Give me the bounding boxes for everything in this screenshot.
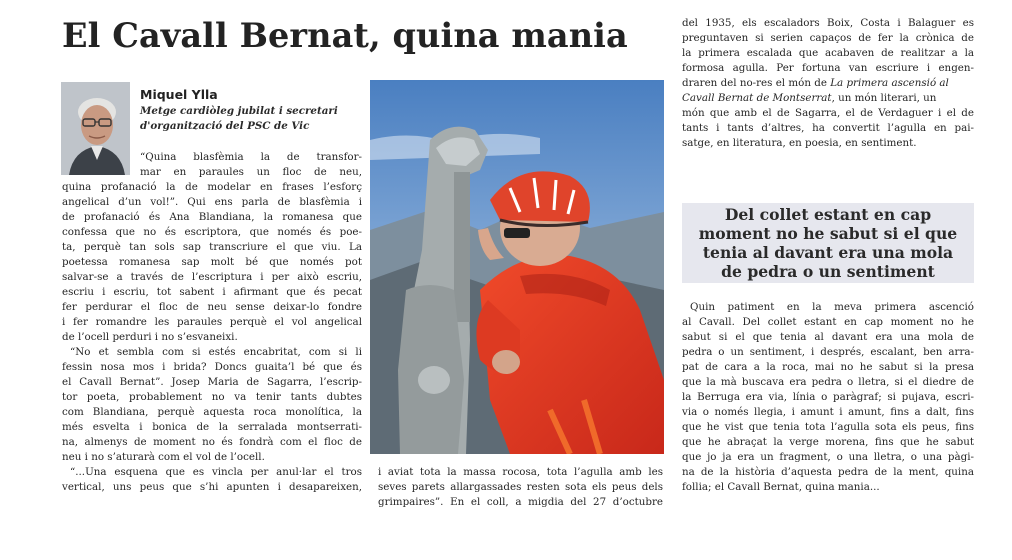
- book-title: La primera ascensió al: [830, 77, 949, 89]
- pull-quote: [682, 203, 974, 283]
- book-title: Cavall Bernat de Montserrat: [682, 92, 832, 104]
- text-line: fessin nosa mos i brida? Doncs guaita’l bé que és: [62, 361, 362, 373]
- pull-quote-line: tenia al davant era una mola: [702, 243, 954, 262]
- text-line: grimpaires”. En el coll, a migdia del 27 d’octubre: [378, 496, 663, 508]
- pull-quote-line: moment no he sabut si el que: [698, 224, 958, 243]
- text-line: al Cavall. Del collet estant en cap moment no he: [682, 316, 974, 328]
- text-line: tor poeta, probablement no va tenir tants dubtes: [62, 391, 362, 403]
- text-line: escriu i escriu, tot sabent i afirmant que és pecat: [62, 286, 362, 298]
- text-line: pat de cara a la roca, mai no he sabut si la presa: [682, 361, 974, 373]
- climber-photo: [370, 80, 664, 454]
- text-line: més esvelta i bonica de la serralada montserrati-: [62, 421, 362, 433]
- text-line: na, almenys de moment no és fondrà com el floc de: [62, 436, 362, 448]
- text-line: ta, perquè tan sols sap transcriure el que viu. La: [62, 241, 362, 253]
- text-line: satge, en literatura, en poesia, en sentiment.: [682, 137, 917, 149]
- text-line: [682, 91, 974, 106]
- text-line: que la mà buscava era pedra o lletra, si el diedre de: [682, 376, 974, 388]
- text-line: com Blandiana, perquè aquesta roca monolítica, la: [62, 406, 362, 418]
- text-line: poetessa romanesa sap molt bé que només pot: [62, 256, 362, 268]
- pull-quote-line: Del collet estant en cap: [724, 205, 932, 224]
- pull-quote-line: de pedra o un sentiment: [721, 262, 935, 281]
- text-line: món que amb el de Sagarra, el de Verdaguer i el de: [682, 107, 974, 119]
- text-line: formosa agulla. Per fortuna van escriure i engen-: [682, 62, 974, 74]
- text-span: draren del no-res el món de: [682, 77, 827, 89]
- text-line: fer perdurar el floc de neu sense deixar-lo fondre: [62, 301, 362, 313]
- text-line: i aviat tota la massa rocosa, tota l’agulla amb les: [378, 466, 663, 478]
- text-line: i fer romandre les paraules perquè el vol angelical: [62, 316, 362, 328]
- text-line: del 1935, els escaladors Boix, Costa i Balaguer es: [682, 17, 974, 29]
- page-title: El Cavall Bernat, quina mania: [62, 16, 628, 55]
- text-line: seves parets allargassades resten sota els peus dels: [378, 481, 663, 493]
- text-line: de l’ocell perduri i no s’esvaneixi.: [62, 331, 238, 343]
- text-line: sabut si el que tenia al davant era una mola de: [682, 331, 974, 343]
- author-photo: [61, 82, 130, 175]
- text-line: follia; el Cavall Bernat, quina mania...: [682, 481, 880, 493]
- text-line: [682, 76, 974, 91]
- text-line: neu i no s’aturarà com el vol de l’ocell.: [62, 451, 265, 463]
- text-line: via o només llegia, i amunt i amunt, fins a dalt, fins: [682, 406, 974, 418]
- text-line: el Cavall Bernat”. Josep Maria de Sagarra, l’escrip-: [62, 376, 362, 388]
- text-line: na de la història d’aquesta pedra de la ment, quina: [682, 466, 974, 478]
- author-role-line: Metge cardiòleg jubilat i secretari: [140, 105, 338, 117]
- text-line: tants i tants d’altres, ha convertit l’agulla en pai-: [682, 122, 974, 134]
- text-line: pedra o un sentiment, i després, escalant, ben arra-: [682, 346, 974, 358]
- text-line: que he abraçat la verge morena, fins que he sabut: [682, 436, 974, 448]
- text-line: quina profanació la de modelar en frases l’esforç: [62, 181, 362, 193]
- text-line: angelical d’un vol!”. Qui ens parla de blasfèmia i: [62, 196, 362, 208]
- text-line: preguntaven si serien capaços de fer la crònica de: [682, 32, 974, 44]
- text-line: Quin patiment en la meva primera ascenció: [690, 301, 974, 313]
- text-line: que jo ja era un fragment, o una lletra, o una pàgi-: [682, 451, 974, 463]
- text-span: , un món literari, un: [831, 92, 937, 104]
- text-line: salvar-se a través de l’escriptura i per això escriu,: [62, 271, 362, 283]
- text-line: la Berruga era via, línia o paràgraf; si pujava, escri-: [682, 391, 974, 403]
- text-line: confessa que no és escriptora, que només és poe-: [62, 226, 362, 238]
- text-line: de profanació és Ana Blandiana, la romanesa que: [62, 211, 362, 223]
- text-line: “...Una esquena que es vincla per anul·lar el tros: [70, 466, 362, 478]
- author-name: Miquel Ylla: [140, 87, 218, 102]
- text-line: la primera escalada que acabaven de realitzar a la: [682, 47, 974, 59]
- author-role-line: d'organització del PSC de Vic: [140, 119, 310, 132]
- text-line: vertical, uns peus que s’hi apunten i desapareixen,: [62, 481, 362, 493]
- author-role: [140, 104, 360, 133]
- text-line: “Quina blasfèmia la de transfor-: [140, 151, 362, 163]
- text-line: que he vist que tenia tota l’agulla sota els peus, fins: [682, 421, 974, 433]
- text-line: mar en paraules un floc de neu,: [140, 166, 362, 178]
- text-line: “No et sembla com si estés encabritat, com si li: [70, 346, 362, 358]
